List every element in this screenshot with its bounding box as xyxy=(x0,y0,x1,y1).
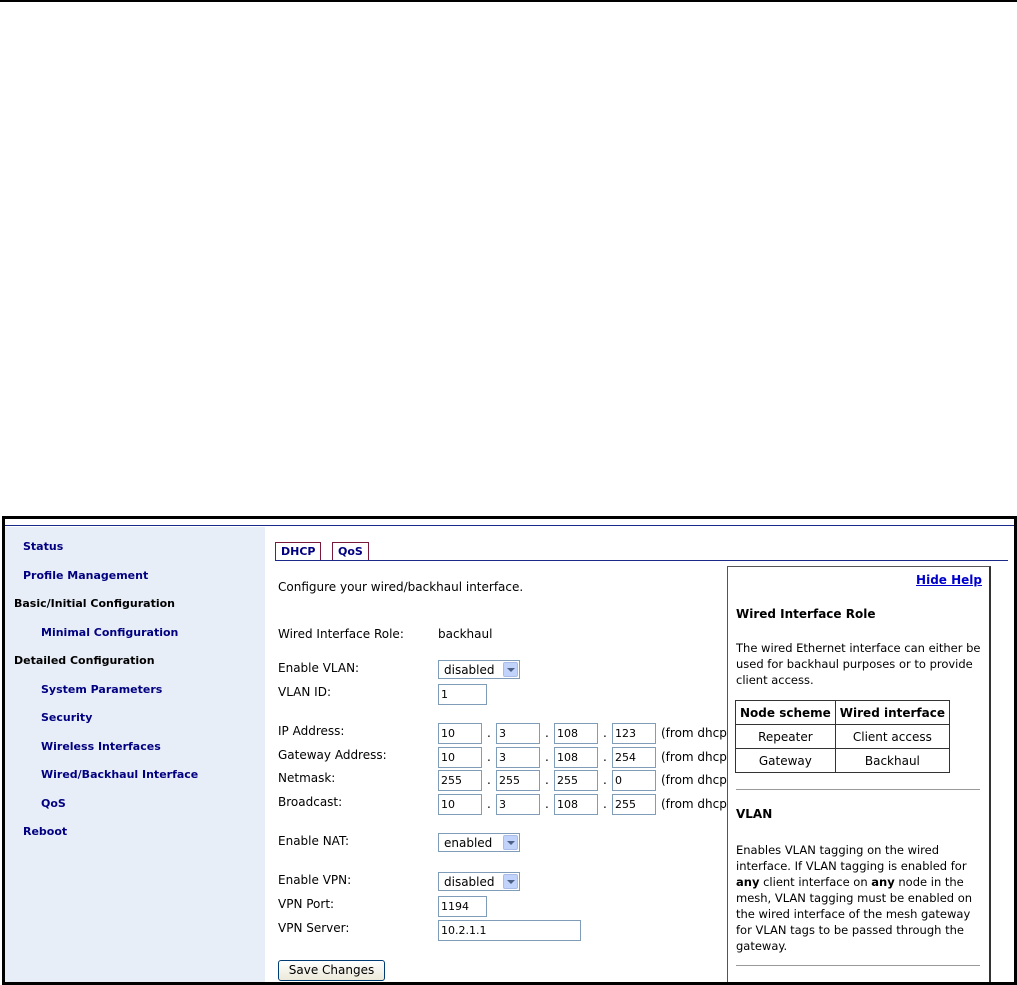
table-cell: Gateway xyxy=(736,749,836,773)
app-window xyxy=(2,516,1017,985)
broadcast-octet-4[interactable]: 255 xyxy=(612,794,656,815)
chevron-down-icon xyxy=(503,662,518,677)
nav-security[interactable]: Security xyxy=(41,711,93,724)
role-value: backhaul xyxy=(438,627,493,641)
nav-minimal-configuration[interactable]: Minimal Configuration xyxy=(41,626,179,639)
vpn-label: Enable VPN: xyxy=(278,873,352,887)
dot: . xyxy=(603,726,607,740)
dot: . xyxy=(487,750,491,764)
nav-qos[interactable]: QoS xyxy=(41,797,66,810)
nat-select-value: enabled xyxy=(444,836,493,850)
dot: . xyxy=(603,797,607,811)
vlan-id-input[interactable]: 1 xyxy=(438,684,487,705)
dot: . xyxy=(487,797,491,811)
chevron-down-icon xyxy=(503,874,518,889)
vpn-server-label: VPN Server: xyxy=(278,921,350,935)
table-header: Node scheme xyxy=(736,701,836,725)
ip-from-dhcp: (from dhcp xyxy=(661,726,727,740)
nat-label: Enable NAT: xyxy=(278,834,349,848)
nav-wireless-interfaces[interactable]: Wireless Interfaces xyxy=(41,740,161,753)
vpn-select-value: disabled xyxy=(444,875,495,889)
vpn-server-input[interactable]: 10.2.1.1 xyxy=(438,920,581,941)
gateway-from-dhcp: (from dhcp xyxy=(661,750,727,764)
nav-status[interactable]: Status xyxy=(23,540,64,553)
netmask-octet-1[interactable]: 255 xyxy=(438,770,482,791)
nav-wired-backhaul-interface[interactable]: Wired/Backhaul Interface xyxy=(41,768,199,781)
table-cell: Backhaul xyxy=(835,749,949,773)
sidebar-nav xyxy=(5,527,265,982)
netmask-octet-3[interactable]: 255 xyxy=(554,770,598,791)
vpn-port-input[interactable]: 1194 xyxy=(438,896,487,917)
broadcast-octet-1[interactable]: 10 xyxy=(438,794,482,815)
netmask-octet-2[interactable]: 255 xyxy=(496,770,540,791)
hide-help-link[interactable]: Hide Help xyxy=(916,573,982,587)
gateway-label: Gateway Address: xyxy=(278,748,387,762)
table-cell: Client access xyxy=(835,725,949,749)
nav-reboot[interactable]: Reboot xyxy=(23,825,68,838)
window-top-rule xyxy=(5,525,1014,526)
netmask-label: Netmask: xyxy=(278,771,336,785)
netmask-from-dhcp: (from dhcp xyxy=(661,773,727,787)
ip-octet-4[interactable]: 123 xyxy=(612,723,656,744)
table-row xyxy=(736,749,950,773)
broadcast-octet-2[interactable]: 3 xyxy=(496,794,540,815)
vlan-id-label: VLAN ID: xyxy=(278,685,331,699)
dot: . xyxy=(545,750,549,764)
help-vlan-title: VLAN xyxy=(736,807,773,821)
tab-dhcp[interactable]: DHCP xyxy=(275,542,321,560)
gateway-octet-2[interactable]: 3 xyxy=(496,747,540,768)
chevron-down-icon xyxy=(503,835,518,850)
vlan-select-value: disabled xyxy=(444,663,495,677)
vlan-select[interactable] xyxy=(438,660,520,679)
netmask-octet-4[interactable]: 0 xyxy=(612,770,656,791)
top-rule xyxy=(0,0,1017,2)
vpn-select[interactable] xyxy=(438,872,520,891)
ip-octet-3[interactable]: 108 xyxy=(554,723,598,744)
dot: . xyxy=(603,750,607,764)
help-role-title: Wired Interface Role xyxy=(736,607,876,621)
help-role-text: The wired Ethernet interface can either be used for backhaul purposes or to provide client access. xyxy=(736,641,981,687)
nav-section-detailed: Detailed Configuration xyxy=(14,654,155,667)
gateway-octet-4[interactable]: 254 xyxy=(612,747,656,768)
dot: . xyxy=(487,773,491,787)
ip-address-label: IP Address: xyxy=(278,724,345,738)
help-vlan-text: Enables VLAN tagging on the wired interface. If VLAN tagging is enabled for any client interface on any node in the mesh, VLAN tagging must be enabled on the wired interface of the mesh gateway for VLAN tags to be passed through the gateway. xyxy=(736,843,973,953)
gateway-octet-1[interactable]: 10 xyxy=(438,747,482,768)
help-divider xyxy=(736,789,980,790)
dot: . xyxy=(545,726,549,740)
dot: . xyxy=(487,726,491,740)
broadcast-from-dhcp: (from dhcp xyxy=(661,797,727,811)
dot: . xyxy=(545,797,549,811)
role-label: Wired Interface Role: xyxy=(278,627,404,641)
table-row xyxy=(736,725,950,749)
nav-section-basic: Basic/Initial Configuration xyxy=(14,597,175,610)
vpn-port-label: VPN Port: xyxy=(278,897,335,911)
help-role-table xyxy=(735,700,950,773)
nat-select[interactable] xyxy=(438,833,520,852)
vlan-label: Enable VLAN: xyxy=(278,661,360,675)
tab-bar xyxy=(275,538,1008,561)
dot: . xyxy=(603,773,607,787)
ip-octet-1[interactable]: 10 xyxy=(438,723,482,744)
gateway-octet-3[interactable]: 108 xyxy=(554,747,598,768)
page-intro: Configure your wired/backhaul interface. xyxy=(278,580,524,594)
tab-qos[interactable]: QoS xyxy=(332,542,369,560)
broadcast-octet-3[interactable]: 108 xyxy=(554,794,598,815)
nav-system-parameters[interactable]: System Parameters xyxy=(41,683,163,696)
help-divider xyxy=(736,965,980,966)
ip-octet-2[interactable]: 3 xyxy=(496,723,540,744)
save-changes-button[interactable]: Save Changes xyxy=(278,960,385,981)
help-panel xyxy=(727,566,991,985)
table-header: Wired interface xyxy=(835,701,949,725)
nav-profile-management[interactable]: Profile Management xyxy=(23,569,149,582)
dot: . xyxy=(545,773,549,787)
table-cell: Repeater xyxy=(736,725,836,749)
broadcast-label: Broadcast: xyxy=(278,795,343,809)
